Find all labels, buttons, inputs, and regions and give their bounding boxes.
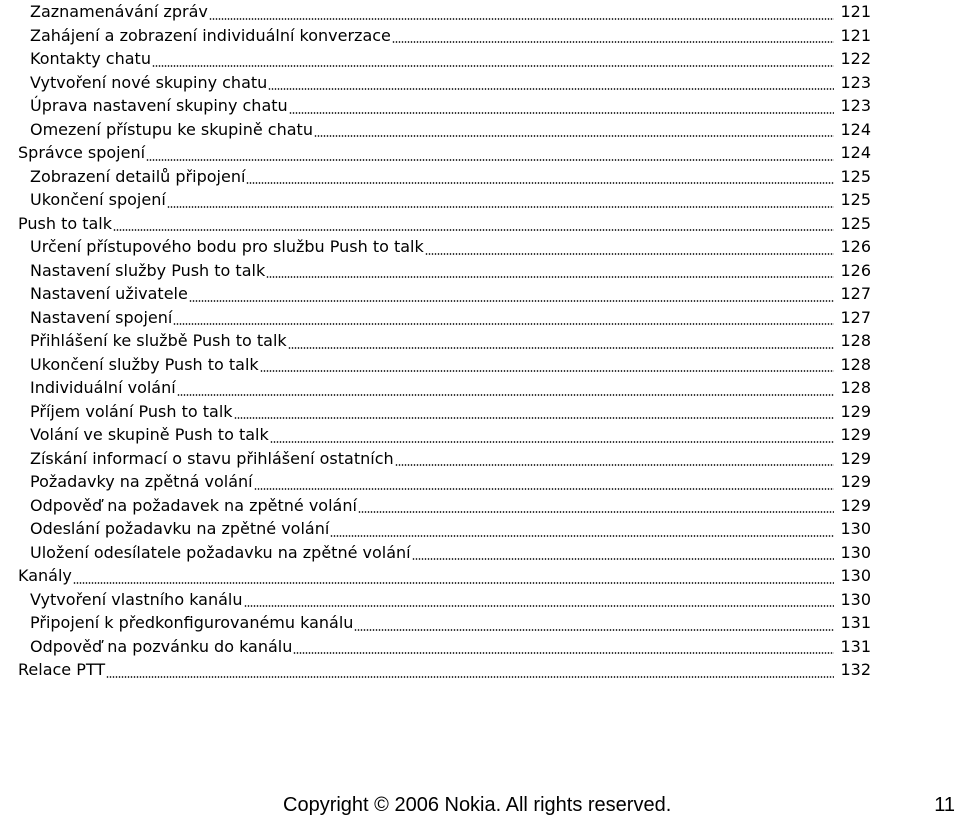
toc-entry-page: 124 [840,143,871,162]
toc-entry-page: 129 [840,495,871,515]
dot-leader [266,276,834,278]
toc-entry-page: 129 [840,472,871,491]
toc-entry[interactable] [18,0,871,24]
toc-entry-label: Správce spojení [18,143,146,162]
toc-entry-page: 131 [840,636,871,656]
toc-entry-page: 129 [840,448,871,468]
toc-entry-page: 127 [840,307,871,327]
toc-entry-label: Volání ve skupině Push to talk [30,425,269,444]
dot-leader [412,558,835,560]
toc-entry[interactable] [18,447,871,471]
dot-leader [260,370,835,372]
toc-entry-label: Uložení odesílatele požadavku na zpětné volání [30,542,411,562]
dot-leader [288,347,835,349]
toc-entry-label: Push to talk [18,213,113,233]
toc-entry[interactable] [18,470,871,494]
toc-entry[interactable] [18,24,871,48]
toc-entry-label: Relace PTT [18,660,106,679]
toc-entry-label: Nastavení uživatele [30,284,188,303]
toc-entry-page: 130 [840,566,871,585]
toc-entry-page: 122 [840,49,871,68]
dot-leader [152,65,835,67]
toc-entry-label: Odpověď na pozvánku do kanálu [30,636,293,656]
page-footer [0,790,960,820]
toc-entry-label: Odeslání požadavku na zpětné volání [30,519,330,538]
toc-entry-label: Připojení k předkonfigurovanému kanálu [30,613,354,632]
toc-entry[interactable] [18,517,871,541]
toc-entry[interactable] [18,47,871,71]
toc-entry-label: Zobrazení detailů připojení [30,166,246,186]
toc-entry-page: 124 [840,119,871,139]
page-number: 11 [934,794,955,816]
toc-entry-page: 126 [840,237,871,256]
toc-entry-page: 129 [840,425,871,444]
toc-entry-label: Vytvoření nové skupiny chatu [30,72,268,92]
dot-leader [270,441,835,443]
toc-entry[interactable] [18,141,871,165]
toc-entry-page: 132 [840,660,871,679]
dot-leader [354,629,834,631]
toc-entry-page: 128 [840,354,871,374]
toc-entry-label: Nastavení služby Push to talk [30,260,266,280]
toc-entry-page: 128 [840,331,871,350]
toc-entry[interactable] [18,588,871,612]
dot-leader [268,88,834,90]
toc-entry[interactable] [18,376,871,400]
toc-entry[interactable] [18,635,871,659]
dot-leader [113,229,834,231]
dot-leader [177,394,835,396]
toc-entry[interactable] [18,423,871,447]
toc-entry-page: 128 [840,378,871,397]
toc-entry-label: Odpověď na požadavek na zpětné volání [30,495,357,515]
toc-entry[interactable] [18,235,871,259]
toc-entry-label: Omezení přístupu ke skupině chatu [30,119,313,139]
toc-entry[interactable] [18,494,871,518]
toc-entry-label: Zaznamenávání zpráv [30,2,208,21]
toc-entry-page: 127 [840,284,871,303]
toc-entry-page: 121 [840,2,871,21]
toc-entry-label: Vytvoření vlastního kanálu [30,589,243,609]
toc-entry-label: Požadavky na zpětná volání [30,472,253,491]
dot-leader [395,464,835,466]
toc-entry-label: Příjem volání Push to talk [30,401,233,421]
toc-entry-label: Ukončení spojení [30,190,166,209]
toc-entry-label: Kanály [18,566,72,585]
dot-leader [293,652,834,654]
toc-entry-page: 125 [840,166,871,186]
dot-leader [246,182,834,184]
toc-entry[interactable] [18,353,871,377]
toc-entry[interactable] [18,282,871,306]
dot-leader [314,135,835,137]
toc-entry[interactable] [18,329,871,353]
toc-entry[interactable] [18,541,871,565]
toc-entry-label: Nastavení spojení [30,307,173,327]
toc-entry[interactable] [18,400,871,424]
dot-leader [106,676,834,678]
dot-leader [146,159,834,161]
dot-leader [392,41,835,43]
toc-entry-label: Úprava nastavení skupiny chatu [30,96,288,115]
toc-entry[interactable] [18,165,871,189]
dot-leader [244,605,835,607]
toc-entry-label: Kontakty chatu [30,49,151,68]
toc-entry[interactable] [18,118,871,142]
toc-entry[interactable] [18,212,871,236]
toc-entry-label: Získání informací o stavu přihlášení ostatních [30,448,394,468]
toc-entry[interactable] [18,564,871,588]
toc-entry-page: 129 [840,401,871,421]
dot-leader [167,206,835,208]
dot-leader [73,582,835,584]
table-of-contents [18,0,871,682]
dot-leader [189,300,835,302]
toc-entry-label: Zahájení a zobrazení individuální konverzace [30,25,391,45]
toc-entry-page: 125 [840,190,871,209]
toc-entry[interactable] [18,188,871,212]
toc-entry-page: 126 [840,260,871,280]
toc-entry-label: Přihlášení ke službě Push to talk [30,331,287,350]
toc-entry-page: 121 [840,25,871,45]
toc-entry-page: 125 [840,213,871,233]
toc-entry-label: Individuální volání [30,378,176,397]
toc-entry-label: Určení přístupového bodu pro službu Push to talk [30,237,424,256]
dot-leader [425,253,835,255]
dot-leader [254,488,835,490]
toc-entry-page: 131 [840,613,871,632]
toc-entry-page: 123 [840,72,871,92]
toc-entry[interactable] [18,259,871,283]
toc-entry[interactable] [18,94,871,118]
dot-leader [330,535,834,537]
toc-entry[interactable] [18,611,871,635]
dot-leader [289,112,835,114]
toc-entry[interactable] [18,306,871,330]
toc-entry-page: 130 [840,589,871,609]
dot-leader [209,18,835,20]
dot-leader [358,511,835,513]
dot-leader [173,323,834,325]
toc-entry-label: Ukončení služby Push to talk [30,354,259,374]
toc-entry-page: 123 [840,96,871,115]
toc-entry-page: 130 [840,542,871,562]
toc-entry-page: 130 [840,519,871,538]
toc-entry[interactable] [18,71,871,95]
toc-entry[interactable] [18,658,871,682]
dot-leader [234,417,835,419]
copyright-notice: Copyright © 2006 Nokia. All rights reserved. [283,794,672,816]
